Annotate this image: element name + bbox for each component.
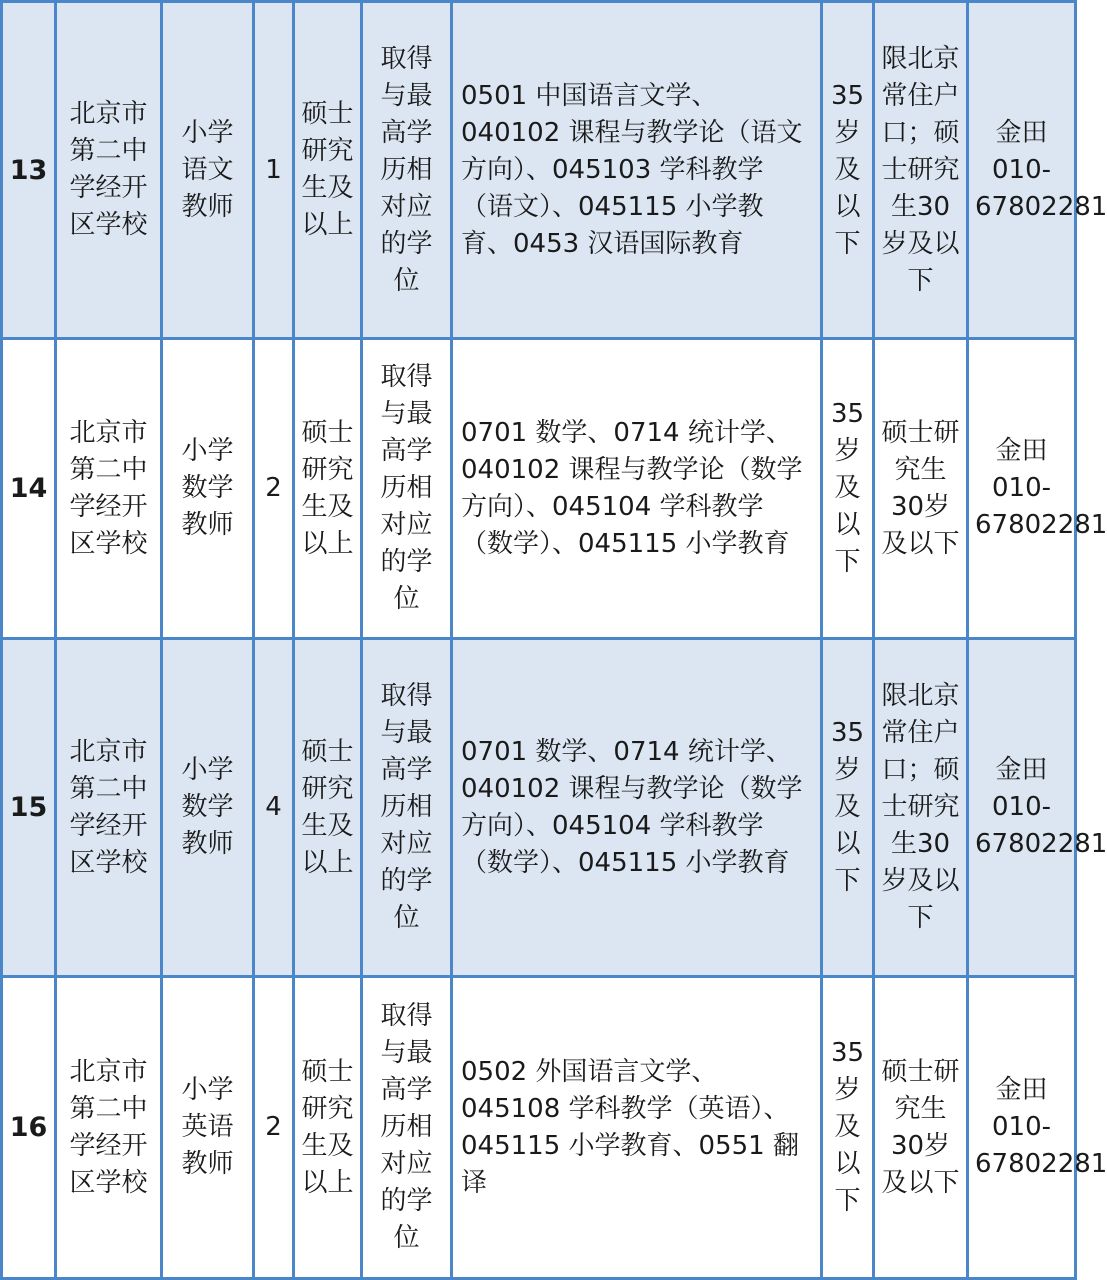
age-requirement: 35岁及以下 <box>822 639 874 977</box>
contact-info: 金田 010-67802281 <box>968 339 1076 639</box>
major-requirement: 0502 外国语言文学、045108 学科教学（英语）、045115 小学教育、0551 翻译 <box>452 977 822 1279</box>
row-number: 16 <box>2 977 56 1279</box>
table-row <box>2 339 1076 639</box>
other-requirement: 限北京常住户口；硕士研究生30岁及以下 <box>874 2 968 339</box>
row-number: 14 <box>2 339 56 639</box>
hire-count: 4 <box>254 639 294 977</box>
hire-count: 1 <box>254 2 294 339</box>
hire-count: 2 <box>254 977 294 1279</box>
hire-count: 2 <box>254 339 294 639</box>
age-requirement: 35岁及以下 <box>822 339 874 639</box>
school-name: 北京市第二中学经开区学校 <box>56 639 162 977</box>
school-name: 北京市第二中学经开区学校 <box>56 2 162 339</box>
row-number: 13 <box>2 2 56 339</box>
degree-requirement: 取得与最高学历相对应的学位 <box>362 339 452 639</box>
table-row <box>2 2 1076 339</box>
other-requirement: 限北京常住户口；硕士研究生30岁及以下 <box>874 639 968 977</box>
school-name: 北京市第二中学经开区学校 <box>56 977 162 1279</box>
education-requirement: 硕士研究生及以上 <box>294 339 362 639</box>
school-name: 北京市第二中学经开区学校 <box>56 339 162 639</box>
other-requirement: 硕士研究生30岁及以下 <box>874 339 968 639</box>
education-requirement: 硕士研究生及以上 <box>294 977 362 1279</box>
contact-info: 金田 010-67802281 <box>968 977 1076 1279</box>
degree-requirement: 取得与最高学历相对应的学位 <box>362 639 452 977</box>
contact-info: 金田 010-67802281 <box>968 639 1076 977</box>
major-requirement: 0701 数学、0714 统计学、040102 课程与教学论（数学方向）、045104 学科教学（数学）、045115 小学教育 <box>452 639 822 977</box>
position-name: 小学英语教师 <box>162 977 254 1279</box>
age-requirement: 35岁及以下 <box>822 2 874 339</box>
degree-requirement: 取得与最高学历相对应的学位 <box>362 2 452 339</box>
major-requirement: 0501 中国语言文学、040102 课程与教学论（语文方向）、045103 学科教学（语文）、045115 小学教育、0453 汉语国际教育 <box>452 2 822 339</box>
row-number: 15 <box>2 639 56 977</box>
table-row <box>2 639 1076 977</box>
contact-info: 金田 010-67802281 <box>968 2 1076 339</box>
education-requirement: 硕士研究生及以上 <box>294 2 362 339</box>
major-requirement: 0701 数学、0714 统计学、040102 课程与教学论（数学方向）、045104 学科教学（数学）、045115 小学教育 <box>452 339 822 639</box>
table-row <box>2 977 1076 1279</box>
age-requirement: 35岁及以下 <box>822 977 874 1279</box>
education-requirement: 硕士研究生及以上 <box>294 639 362 977</box>
other-requirement: 硕士研究生30岁及以下 <box>874 977 968 1279</box>
position-name: 小学数学教师 <box>162 339 254 639</box>
position-name: 小学语文教师 <box>162 2 254 339</box>
degree-requirement: 取得与最高学历相对应的学位 <box>362 977 452 1279</box>
position-name: 小学数学教师 <box>162 639 254 977</box>
